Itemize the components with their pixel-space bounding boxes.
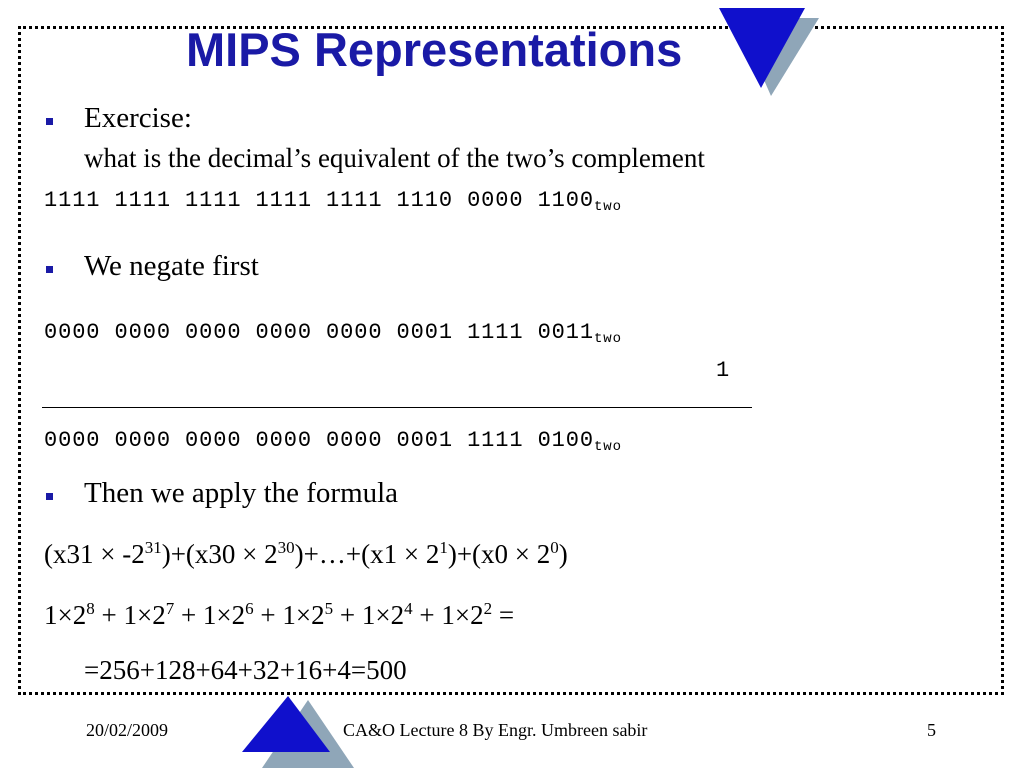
formula-exponent: 1 (439, 538, 448, 557)
top-triangle-decoration (715, 6, 825, 98)
addition-rule-line (42, 407, 752, 408)
term-exponent: 4 (404, 599, 413, 618)
bullet-marker (46, 266, 53, 273)
exercise-question: what is the decimal’s equivalent of the two’s complement (84, 143, 705, 173)
original-binary (44, 188, 622, 215)
formula-part: (x31 × -2 (44, 539, 145, 569)
term-exponent: 2 (483, 599, 493, 618)
formula-exponent: 0 (550, 538, 559, 557)
base-subscript: two (593, 199, 622, 215)
formula-part: )+…+(x1 × 2 (294, 539, 440, 569)
slide-title: MIPS Representations (186, 23, 683, 76)
expanded-terms (44, 600, 514, 631)
term-part: = (492, 600, 515, 630)
base-subscript: two (593, 331, 622, 347)
term-part: + 1×2 (412, 600, 484, 630)
term-exponent: 5 (324, 599, 334, 618)
result-binary-digits: 0000 0000 0000 0000 0000 0001 1111 0100 (44, 428, 594, 453)
result-binary (44, 428, 622, 455)
footer-lecture-title: CA&O Lecture 8 By Engr. Umbreen sabir (343, 720, 648, 740)
bullet-negate-label: We negate first (84, 250, 259, 282)
sum-result: =256+128+64+32+16+4=500 (84, 655, 407, 685)
add-one-digit: 1 (716, 358, 731, 383)
term-exponent: 6 (245, 599, 254, 618)
footer-page-number: 5 (927, 720, 936, 740)
bullet-exercise-label: Exercise: (84, 102, 192, 134)
negated-binary-digits: 0000 0000 0000 0000 0000 0001 1111 0011 (44, 320, 594, 345)
term-exponent: 7 (165, 599, 175, 618)
formula-exponent: 30 (277, 538, 295, 557)
term-part: + 1×2 (94, 600, 166, 630)
bullet-marker (46, 493, 53, 500)
bullet-formula-label: Then we apply the formula (84, 477, 399, 509)
general-formula (44, 539, 568, 570)
term-part: + 1×2 (253, 600, 325, 630)
formula-exponent: 31 (144, 538, 162, 557)
bullet-marker (46, 118, 53, 125)
term-part: + 1×2 (333, 600, 405, 630)
formula-part: ) (558, 539, 568, 569)
formula-part: )+(x30 × 2 (161, 539, 278, 569)
negated-binary (44, 320, 622, 347)
term-part: + 1×2 (174, 600, 246, 630)
formula-part: )+(x0 × 2 (447, 539, 551, 569)
footer-date: 20/02/2009 (86, 720, 169, 740)
bottom-triangle-decoration (236, 696, 356, 768)
term-part: 1×2 (44, 600, 87, 630)
original-binary-digits: 1111 1111 1111 1111 1111 1110 0000 1100 (44, 188, 594, 213)
term-exponent: 8 (86, 599, 95, 618)
base-subscript: two (593, 439, 622, 455)
